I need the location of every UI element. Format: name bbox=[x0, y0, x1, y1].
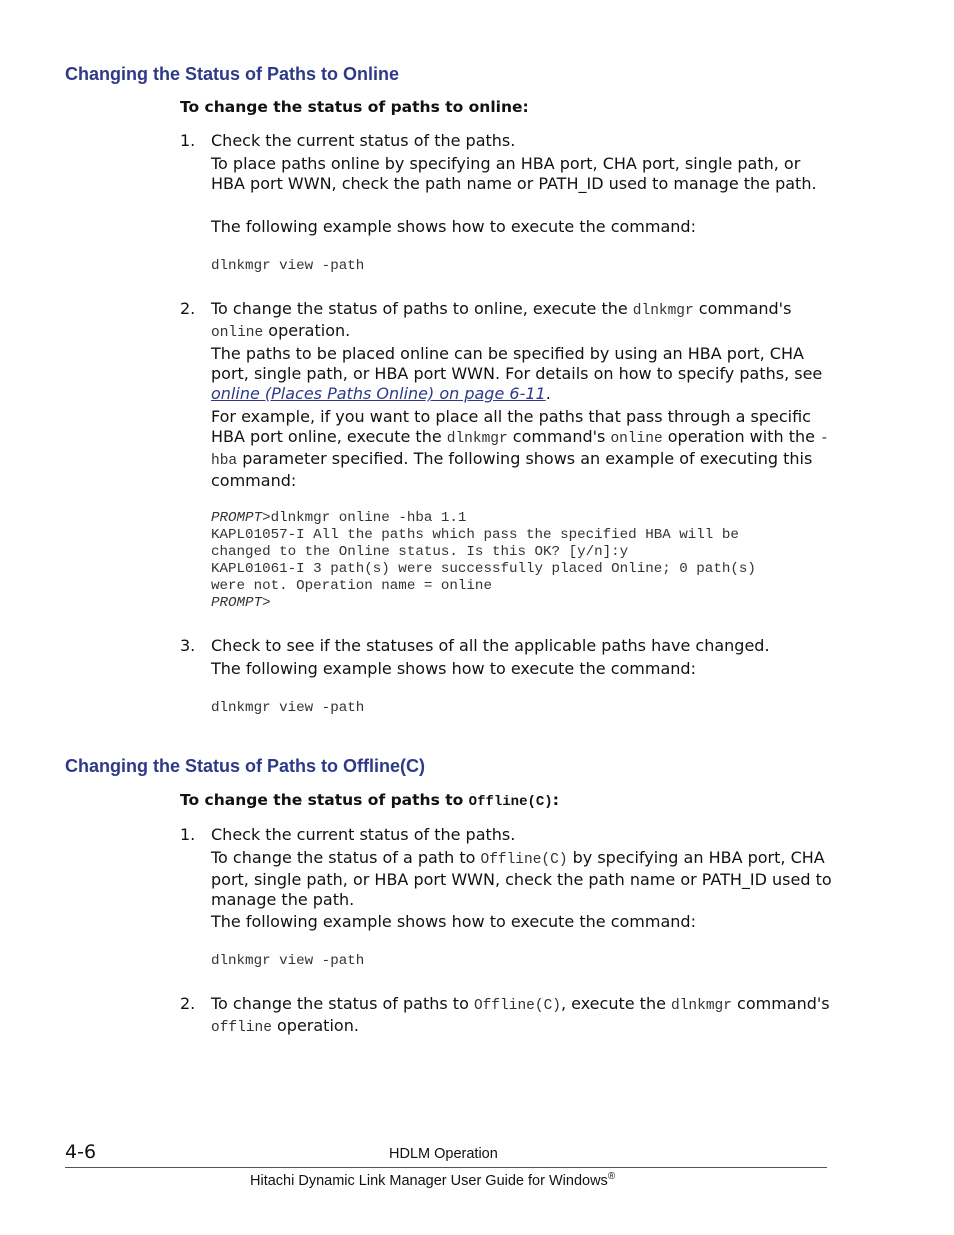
code-example: dlnkmgr view -path bbox=[211, 700, 365, 716]
step-paragraph: To place paths online by specifying an HBA port, CHA port, single path, or HBA port WWN, check the path name or PATH_ID used to manage the path. bbox=[211, 154, 817, 193]
page-number: 4-6 bbox=[65, 1141, 97, 1163]
step-text: Check to see if the statuses of all the applicable paths have changed. bbox=[211, 636, 770, 655]
inline-code: offline bbox=[211, 1020, 272, 1036]
chapter-name: HDLM Operation bbox=[389, 1146, 498, 1162]
step-text: To change the status of paths to online, execute the dlnkmgr command's online operation. bbox=[211, 299, 792, 341]
inline-code: -hba bbox=[211, 431, 829, 469]
code-example: PROMPT>dlnkmgr online -hba 1.1 KAPL01057-I All the paths which pass the specified HBA will be changed to the Online status. Is this OK? [y/n]:y KAPL01061-I 3 path(s) were successfully placed Online; 0 path(s) were not. Operation name = online PROMPT> bbox=[211, 510, 756, 611]
step-number: 3. bbox=[180, 636, 196, 655]
step-paragraph: For example, if you want to place all the paths that pass through a specific HBA port online, execute the dlnkmgr command's online operation with the -hba parameter specified. The following shows an example of executing this command: bbox=[211, 407, 829, 490]
step-paragraph: The following example shows how to execute the command: bbox=[211, 217, 696, 236]
step-paragraph: The following example shows how to execute the command: bbox=[211, 659, 696, 678]
procedure-title-online: To change the status of paths to online: bbox=[180, 98, 529, 116]
step-number: 1. bbox=[180, 825, 196, 844]
step-text: Check the current status of the paths. bbox=[211, 131, 516, 150]
inline-code: online bbox=[610, 431, 663, 447]
inline-code: Offline(C) bbox=[480, 852, 568, 868]
footer-divider bbox=[65, 1167, 827, 1168]
procedure-title-offline: To change the status of paths to Offline(C): bbox=[180, 791, 559, 810]
section-title-offline: Changing the Status of Paths to Offline(C) bbox=[65, 756, 425, 776]
step-paragraph: To change the status of a path to Offline(C) by specifying an HBA port, CHA port, single path, or HBA port WWN, check the path name or PATH_ID used to manage the path. bbox=[211, 848, 832, 909]
inline-code: Offline(C) bbox=[473, 998, 561, 1014]
inline-code: Offline(C) bbox=[468, 794, 553, 810]
inline-code: online bbox=[211, 325, 264, 341]
code-example: dlnkmgr view -path bbox=[211, 258, 365, 274]
step-number: 1. bbox=[180, 131, 196, 150]
step-paragraph: The following example shows how to execute the command: bbox=[211, 912, 696, 931]
inline-code: dlnkmgr bbox=[446, 431, 508, 447]
inline-code: dlnkmgr bbox=[671, 998, 732, 1014]
section-title-online: Changing the Status of Paths to Online bbox=[65, 64, 400, 84]
cross-reference-link[interactable]: online (Places Paths Online) on page 6-11 bbox=[211, 384, 546, 403]
step-paragraph: The paths to be placed online can be specified by using an HBA port, CHA port, single path, or HBA port WWN. For details on how to specify paths, see online (Places Paths Online) on page 6-11. bbox=[211, 344, 823, 403]
inline-code: dlnkmgr bbox=[632, 303, 694, 319]
step-number: 2. bbox=[180, 994, 196, 1013]
book-title: Hitachi Dynamic Link Manager User Guide for Windows® bbox=[250, 1171, 616, 1189]
step-number: 2. bbox=[180, 299, 196, 318]
step-text: Check the current status of the paths. bbox=[211, 825, 516, 844]
registered-mark: ® bbox=[607, 1171, 616, 1182]
step-text: To change the status of paths to Offline(C), execute the dlnkmgr command's offline operation. bbox=[211, 994, 830, 1036]
code-example: dlnkmgr view -path bbox=[211, 953, 365, 969]
